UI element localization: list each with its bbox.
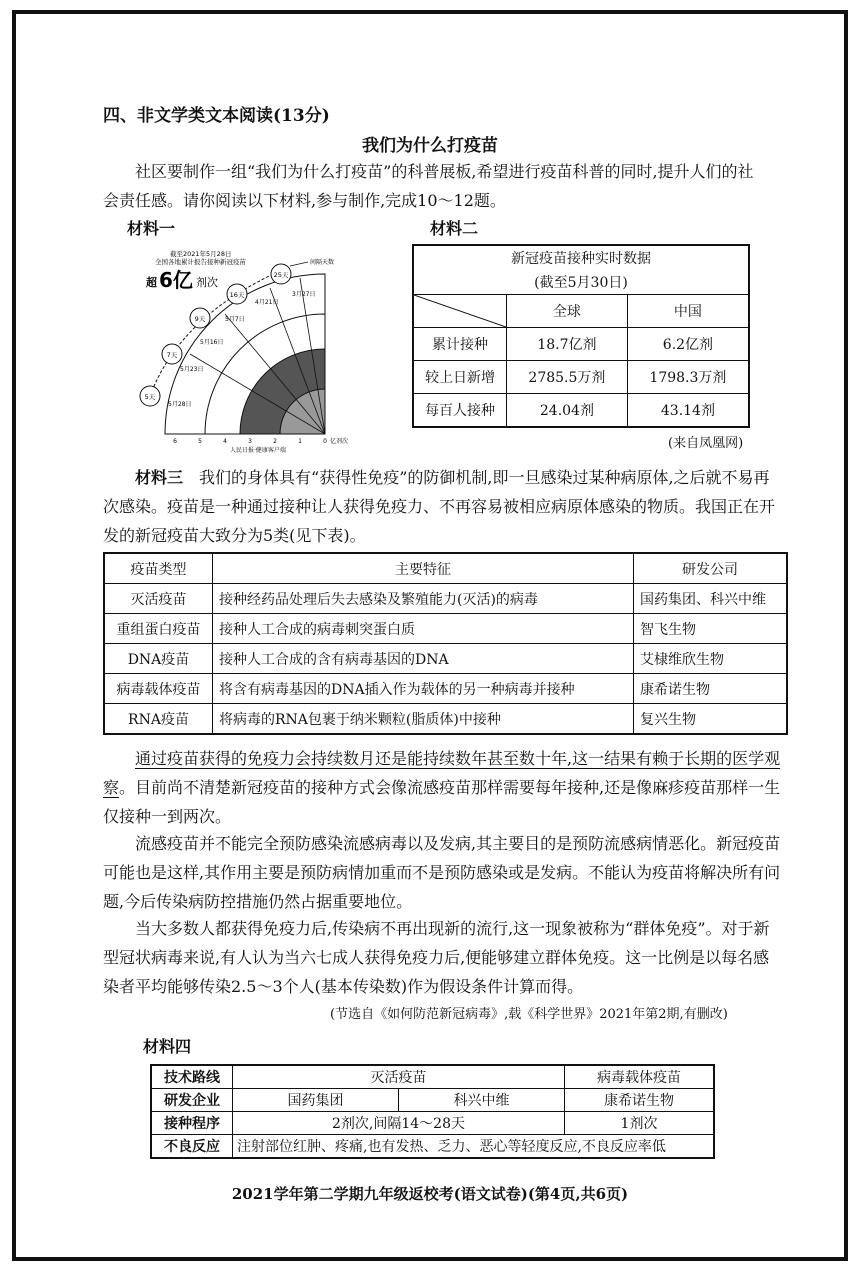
diagonal-header-cell — [413, 295, 507, 328]
herd-immunity-paragraph: 当大多数人都获得免疫力后,传染病不再出现新的流行,这一现象被称为“群体免疫”。对于新型冠状病毒来说,有人认为当六七成人获得免疫力后,便能够建立群体免疫。这一比例是以每名感染者平均能够传染2.5～3个人(基本传染数)作为假设条件计算而得。 — [103, 919, 770, 996]
material2-label: 材料二 — [430, 219, 479, 238]
table-cell: 康希诺生物 — [634, 674, 788, 704]
table-cell: 接种人工合成的含有病毒基因的DNA — [213, 644, 634, 674]
table-cell: 国药集团 — [233, 1089, 399, 1112]
article-title: 我们为什么打疫苗 — [362, 136, 498, 156]
table-cell: 灭活疫苗 — [233, 1065, 565, 1089]
table-cell: 康希诺生物 — [565, 1089, 715, 1112]
table-cell: RNA疫苗 — [104, 704, 213, 735]
page-footer: 2021学年第二学期九年级返校考(语文试卷)(第4页,共6页) — [231, 1185, 629, 1203]
axis-tick-label: 2 — [273, 438, 277, 445]
date-label: 5月23日 — [180, 366, 204, 373]
column-header: 研发公司 — [634, 553, 788, 584]
table-cell: 将含有病毒基因的DNA插入作为载体的另一种病毒并接种 — [213, 674, 634, 704]
axis-tick-label: 3 — [248, 438, 252, 445]
table-cell: 6.2亿剂 — [627, 328, 749, 361]
row-header: 累计接种 — [413, 328, 507, 361]
interval-label: 5天 — [144, 393, 156, 401]
date-label: 5月28日 — [168, 401, 192, 408]
table-cell: 43.14剂 — [627, 394, 749, 428]
table-cell: 将病毒的RNA包裹于纳米颗粒(脂质体)中接种 — [213, 704, 634, 735]
axis-unit-label: 亿剂次 — [330, 438, 349, 445]
table-cell: 24.04剂 — [507, 394, 628, 428]
table-cell: 病毒载体疫苗 — [565, 1065, 715, 1089]
interval-label: 9天 — [194, 315, 206, 323]
intro-paragraph: 社区要制作一组“我们为什么打疫苗”的科普展板,希望进行疫苗科普的同时,提升人们的社会责任感。请你阅读以下材料,参与制作,完成10～12题。 — [103, 162, 754, 210]
row-header: 接种程序 — [151, 1112, 233, 1135]
table-cell: 接种人工合成的病毒刺突蛋白质 — [213, 614, 634, 644]
table-row — [413, 394, 749, 428]
legend-pointer-line — [290, 262, 308, 266]
row-header: 不良反应 — [151, 1135, 233, 1159]
table-subtitle: (截至5月30日) — [413, 270, 749, 295]
table-cell: 2785.5万剂 — [507, 361, 628, 394]
vaccine-comparison-table — [150, 1064, 715, 1159]
table-row — [151, 1065, 714, 1089]
material3-text: 我们的身体具有“获得性免疫”的防御机制,即一旦感染过某种病原体,之后就不易再次感染。疫苗是一种通过接种让人获得免疫力、不再容易被相应病原体感染的物质。我国正在开发的新冠疫苗大致分为5类(见下表)。 — [103, 468, 776, 545]
table-row — [151, 1089, 714, 1112]
date-label: 3月27日 — [292, 291, 316, 298]
table-cell: 18.7亿剂 — [507, 328, 628, 361]
table-cell: 复兴生物 — [634, 704, 788, 735]
chart-header-line1: 截至2021年5月28日 — [170, 250, 232, 258]
table-row — [104, 674, 787, 704]
paragraph-text: 。目前尚不清楚新冠疫苗的接种方式会像流感疫苗那样需要每年接种,还是像麻疹疫苗那样一生仅接种一到两次。 — [103, 778, 781, 826]
material1-label: 材料一 — [127, 219, 176, 238]
material4-label: 材料四 — [143, 1037, 192, 1056]
table-cell: 科兴中维 — [399, 1089, 565, 1112]
table-row — [104, 644, 787, 674]
table-cell: 接种经药品处理后失去感染及繁殖能力(灭活)的病毒 — [213, 584, 634, 614]
table-cell: 1剂次 — [565, 1112, 715, 1135]
table-row — [104, 584, 787, 614]
row-header: 每百人接种 — [413, 394, 507, 428]
table-cell: 国药集团、科兴中维 — [634, 584, 788, 614]
underlined-sentence: 通过疫苗获得的免疫力会持续数月还是能持续数年甚至数十年,这一结果有赖于长期的医学观察 — [103, 749, 781, 797]
column-header: 主要特征 — [213, 553, 634, 584]
vaccination-data-table — [412, 244, 750, 428]
flu-vaccine-paragraph: 流感疫苗并不能完全预防感染流感病毒以及发病,其主要目的是预防流感病情恶化。新冠疫苗可能也是这样,其作用主要是预防病情加重而不是预防感染或是发病。不能认为疫苗将解决所有问题,今后传染病防控措施仍然占据重要地位。 — [103, 834, 781, 911]
row-header: 研发企业 — [151, 1089, 233, 1112]
table-row — [104, 614, 787, 644]
date-label: 5月16日 — [200, 339, 224, 346]
material3-citation: (节选自《如何防范新冠病毒》,载《科学世界》2021年第2期,有删改) — [330, 1007, 728, 1022]
date-label: 4月21日 — [255, 299, 279, 306]
table-cell: 病毒载体疫苗 — [104, 674, 213, 704]
chart-headline-suffix: 剂次 — [196, 276, 218, 289]
table-cell: 智飞生物 — [634, 614, 788, 644]
table-row — [413, 328, 749, 361]
row-header: 较上日新增 — [413, 361, 507, 394]
diagonal-line — [414, 295, 506, 327]
material3-label: 材料三 — [135, 468, 184, 487]
column-header: 全球 — [507, 295, 628, 328]
table-cell: 灭活疫苗 — [104, 584, 213, 614]
section-title: 四、非文学类文本阅读(13分) — [103, 106, 330, 126]
table-row — [413, 361, 749, 394]
material3-intro — [103, 463, 776, 550]
table-cell: 艾棣维欣生物 — [634, 644, 788, 674]
axis-tick-label: 0 — [323, 438, 327, 445]
column-header: 疫苗类型 — [104, 553, 213, 584]
axis-tick-label: 5 — [198, 438, 202, 445]
table-cell: DNA疫苗 — [104, 644, 213, 674]
table-row — [151, 1112, 714, 1135]
chart-headline-prefix: 超 — [146, 276, 157, 289]
axis-tick-label: 4 — [223, 438, 227, 445]
row-header: 技术路线 — [151, 1065, 233, 1089]
chart-header-line2: 全国各地累计报告接种新冠疫苗 — [155, 258, 246, 266]
table-header-row — [104, 553, 787, 584]
column-header: 中国 — [627, 295, 749, 328]
table-row — [151, 1135, 714, 1159]
interval-label: 7天 — [166, 351, 178, 359]
interval-label: 16天 — [229, 291, 245, 299]
table-title: 新冠疫苗接种实时数据 — [413, 245, 749, 270]
date-label: 5月7日 — [225, 316, 245, 323]
axis-tick-label: 6 — [173, 438, 177, 445]
table-row — [104, 704, 787, 735]
table-cell: 2剂次,间隔14～28天 — [233, 1112, 565, 1135]
vaccination-fan-chart — [130, 246, 360, 456]
table-cell: 1798.3万剂 — [627, 361, 749, 394]
interval-label: 25天 — [273, 271, 289, 279]
chart-legend-label: 间隔天数 — [310, 259, 335, 266]
chart-headline-number: 6亿 — [159, 268, 193, 292]
immunity-duration-paragraph — [103, 744, 783, 831]
vaccine-types-table — [103, 552, 788, 735]
material2-source: (来自凤凰网) — [668, 436, 744, 451]
axis-tick-label: 1 — [298, 438, 302, 445]
chart-source: 人民日报·健康客户端 — [230, 447, 286, 454]
table-cell: 重组蛋白疫苗 — [104, 614, 213, 644]
table-cell: 注射部位红肿、疼痛,也有发热、乏力、恶心等轻度反应,不良反应率低 — [233, 1135, 715, 1159]
